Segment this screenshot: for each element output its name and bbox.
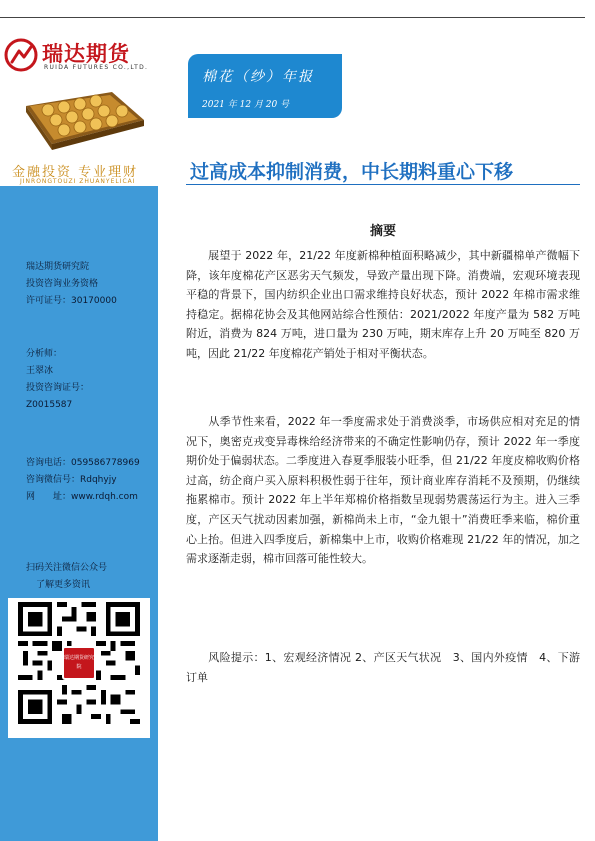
analyst-name: 王翠冰	[26, 366, 54, 376]
paragraph-text: 展望于 2022 年，21/22 年度新棉种植面积略减少，其中新疆棉单产微幅下降，该年度棉花产区恶劣天气频发，导致产量出现下降。消费端，宏观环境表现平稳的背景下，国内纺织企业出口需求维持良好状态，预计 2022 年棉市需求维持稳定。据棉花协会及其他网站综合性预估：2021/2022 年度产量为 582 万吨附近，消费为 824 万吨，进口量为 230 万吨，期末库存上升 20 万吨至 820 万吨，因此 21/22 年度棉花产销处于相对平衡状态。	[186, 249, 580, 360]
wechat-qr-code[interactable]	[8, 598, 150, 738]
contact-info	[26, 455, 140, 506]
headline-divider	[186, 184, 580, 185]
license-number: 许可证号：30170000	[26, 296, 117, 306]
risk-note-text: 风险提示：1、宏观经济情况 2、产区天气状况 3、国内外疫情 4、下游订单	[186, 651, 580, 684]
analyst-info	[26, 346, 89, 414]
abstract-heading: 摘要	[369, 224, 396, 239]
qr-prompt-title: 扫码关注微信公众号	[26, 563, 108, 573]
report-banner	[188, 54, 342, 118]
company-slogan-pinyin: JINRONGTOUZI ZHUANYELICAI	[20, 178, 136, 185]
contact-wechat: 咨询微信号：Rdqhyjy	[26, 475, 117, 485]
paragraph-text: 从季节性来看，2022 年一季度需求处于消费淡季，市场供应相对充足的情况下，奥密克戎变异毒株给经济带来的不确定性影响仍存，预计 2022 年一季度期价处于偏弱状态。二季度进入春夏季服装小旺季，但 21/22 年度皮棉收购价格过高，纺企商户买入原料积极性弱于往年，预计商业库存消耗不及预期，仍继续拖累棉市。预计 2022 年上半年郑棉价格指数呈现弱势震荡运行为主。进入三季度，产区天气扰动因素加强，新棉尚未上市，“金九银十”消费旺季来临，棉价重心上抬。但进入四季度后，新棉集中上市，收购价格难现 21/22 年的情况，加之需求逐渐走弱，棉市回落可能性较大。	[186, 415, 580, 566]
consult-number: Z0015587	[26, 400, 73, 410]
abstract-paragraph-2	[186, 412, 580, 569]
institute-info	[26, 259, 117, 310]
report-date: 2021 年 12 月 20 号	[202, 100, 290, 110]
report-headline: 过高成本抑制消费，中长期料重心下移	[190, 161, 514, 183]
qr-prompt	[26, 560, 107, 594]
qr-center-badge: 瑞达期货研究院	[62, 646, 96, 680]
institute-name: 瑞达期货研究院	[26, 262, 90, 272]
analyst-label: 分析师：	[26, 349, 63, 359]
contact-phone: 咨询电话：059586778969	[26, 458, 140, 468]
ruida-logo-icon	[4, 38, 38, 72]
abstract-paragraph-1	[186, 246, 580, 364]
company-name: 瑞达期货	[42, 42, 130, 66]
company-logo	[4, 38, 158, 76]
company-name-en: RUIDA FUTURES CO.,LTD.	[44, 64, 149, 71]
risk-note	[186, 648, 580, 687]
qualification: 投资咨询业务资格	[26, 279, 99, 289]
mooncake-box-image	[22, 86, 148, 150]
report-type: 棉花（纱）年报	[202, 69, 314, 85]
contact-website[interactable]: 网 址：www.rdqh.com	[26, 492, 138, 502]
company-slogan: 金融投资 专业理财	[12, 165, 139, 180]
consult-number-label: 投资咨询证号：	[26, 383, 90, 393]
qr-prompt-subtitle: 了解更多资讯	[36, 580, 91, 590]
